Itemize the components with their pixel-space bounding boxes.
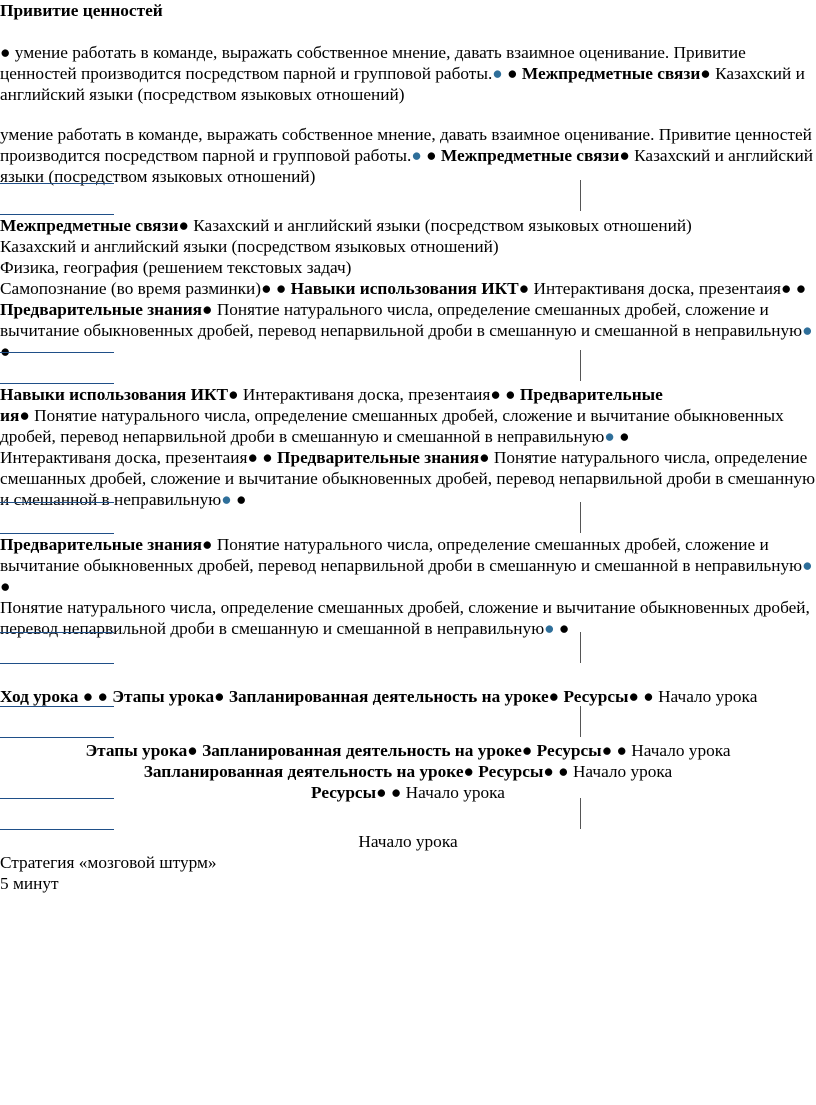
bullet-icon: ● — [479, 448, 490, 467]
bullet-icon: ● — [601, 741, 613, 760]
bullet-icon: ● — [492, 64, 503, 83]
bullet-icon: ● — [411, 146, 422, 165]
values-block — [0, 0, 816, 21]
bullet-icon: ● — [548, 687, 560, 706]
bullet-icon: ● — [802, 556, 813, 575]
bullet-icon: ● — [228, 385, 239, 404]
bullet-icon: ● — [505, 385, 516, 404]
placeholder-box — [0, 706, 114, 738]
bullet-icon: ● — [628, 687, 639, 706]
interdisciplinary-block: Межпредметные связи● Казахский и английский языки (посредством языковых отношений) Казахский и английский языки (посредством языковых отношений) Физика, география (решением текстовых задач) Самопознание (во время разминки)● ● Навыки использования ИКТ● Интерактиваня доска, презентаия● ● Предварительные знания● Понятие натурального числа, определение смешанных дробей, сложение и вычитание обыкновенных дробей, перевод непарвильной дроби в смешанную и смешанной в неправильную● ● — [0, 216, 813, 361]
bullet-icon: ● — [221, 490, 232, 509]
lesson-start-title: Начало урока — [358, 832, 458, 851]
bullet-icon: ● — [235, 490, 247, 509]
placeholder-box — [0, 352, 114, 384]
bullet-icon: ● — [543, 762, 554, 781]
bullet-icon: ● — [604, 427, 615, 446]
bullet-icon: ● — [214, 687, 225, 706]
divider-line — [580, 502, 581, 533]
lesson-start-details — [0, 852, 816, 894]
bullet-icon: ● — [390, 783, 402, 802]
bullet-icon: ● — [247, 448, 258, 467]
strategy-text: Стратегия «мозговой штурм» — [0, 853, 217, 872]
bullet-icon: ● — [202, 535, 213, 554]
ict-block: Навыки использования ИКТ● Интерактиваня доска, презентаия● ● Предварительные ия● Понятие натурального числа, определение смешанных дробей, сложение и вычитание обыкновенных дробей, перевод непарвильной дроби в смешанную и смешанной в неправильную● ● Интерактиваня доска, презентаия● ● Предварительные знания● Понятие натурального числа, определение смешанных дробей, сложение и вычитание обыкновенных дробей, перевод непарвильной дроби в смешанную и смешанной в неправильную● ● — [0, 385, 816, 509]
divider-line — [580, 350, 581, 381]
bullet-icon: ● — [97, 687, 108, 706]
bullet-icon: ● — [261, 279, 272, 298]
bullet-icon: ● — [700, 64, 711, 83]
bullet-icon: ● — [426, 146, 437, 165]
bullet-icon: ● — [19, 406, 30, 425]
bullet-icon: ● — [780, 279, 792, 298]
bullet-icon: ● — [275, 279, 287, 298]
bullet-icon: ● — [619, 427, 630, 446]
bullet-icon: ● — [376, 783, 387, 802]
placeholder-box — [0, 798, 114, 830]
bullet-icon: ● — [463, 762, 474, 781]
bullet-icon: ● — [507, 64, 518, 83]
divider-line — [580, 632, 581, 663]
bullet-icon: ● — [558, 619, 570, 638]
bullet-icon: ● — [202, 300, 213, 319]
bullet-icon: ● — [187, 741, 198, 760]
values-paragraph-1: ● умение работать в команде, выражать собственное мнение, давать взаимное оценивание. Привитие ценностей производится посредством парной и групповой работы.● ● Межпредметные связи● Казахский и английский языки (посредством языковых отношений) — [0, 43, 805, 104]
lesson-flow-row: Ход урока ● ● Этапы урока● Запланированная деятельность на уроке● Ресурсы● ● Начало урока — [0, 687, 758, 706]
bullet-icon: ● — [521, 741, 533, 760]
bullet-icon: ● — [518, 279, 530, 298]
divider-line — [580, 180, 581, 211]
divider-line — [580, 706, 581, 737]
placeholder-box — [0, 183, 114, 215]
placeholder-box — [0, 632, 114, 664]
bullet-icon: ● — [616, 741, 627, 760]
divider-line — [580, 798, 581, 829]
bullet-icon: ● — [802, 321, 813, 340]
bullet-icon: ● — [0, 342, 11, 361]
bullet-icon: ● — [0, 43, 11, 62]
bullet-icon: ● — [178, 216, 189, 235]
duration-text: 5 минут — [0, 874, 59, 893]
bullet-icon: ● — [82, 687, 94, 706]
values-heading: Привитие ценностей — [0, 1, 163, 20]
bullet-icon: ● — [795, 279, 807, 298]
bullet-icon: ● — [558, 762, 569, 781]
bullet-icon: ● — [262, 448, 273, 467]
prior-knowledge-block: Предварительные знания● Понятие натурального числа, определение смешанных дробей, сложение и вычитание обыкновенных дробей, перевод непарвильной дроби в смешанную и смешанной в неправильную● ● Понятие натурального числа, определение смешанных дробей, сложение и вычитание обыкновенных дробей, перевод непарвильной дроби в смешанную и смешанной в неправильную● ● — [0, 535, 813, 638]
bullet-icon: ● — [0, 577, 11, 596]
bullet-icon: ● — [490, 385, 501, 404]
bullet-icon: ● — [643, 687, 654, 706]
placeholder-box — [0, 502, 114, 534]
values-paragraph-2: умение работать в команде, выражать собственное мнение, давать взаимное оценивание. Привитие ценностей производится посредством парной и групповой работы.● ● Межпредметные связи● Казахский и английский языки (посредством языковых отношений) — [0, 125, 813, 186]
lesson-headers-block: Этапы урока● Запланированная деятельность на уроке● Ресурсы● ● Начало урока Запланированная деятельность на уроке● Ресурсы● ● Начало урока Ресурсы● ● Начало урока — [85, 741, 731, 802]
bullet-icon: ● — [544, 619, 555, 638]
bullet-icon: ● — [619, 146, 630, 165]
